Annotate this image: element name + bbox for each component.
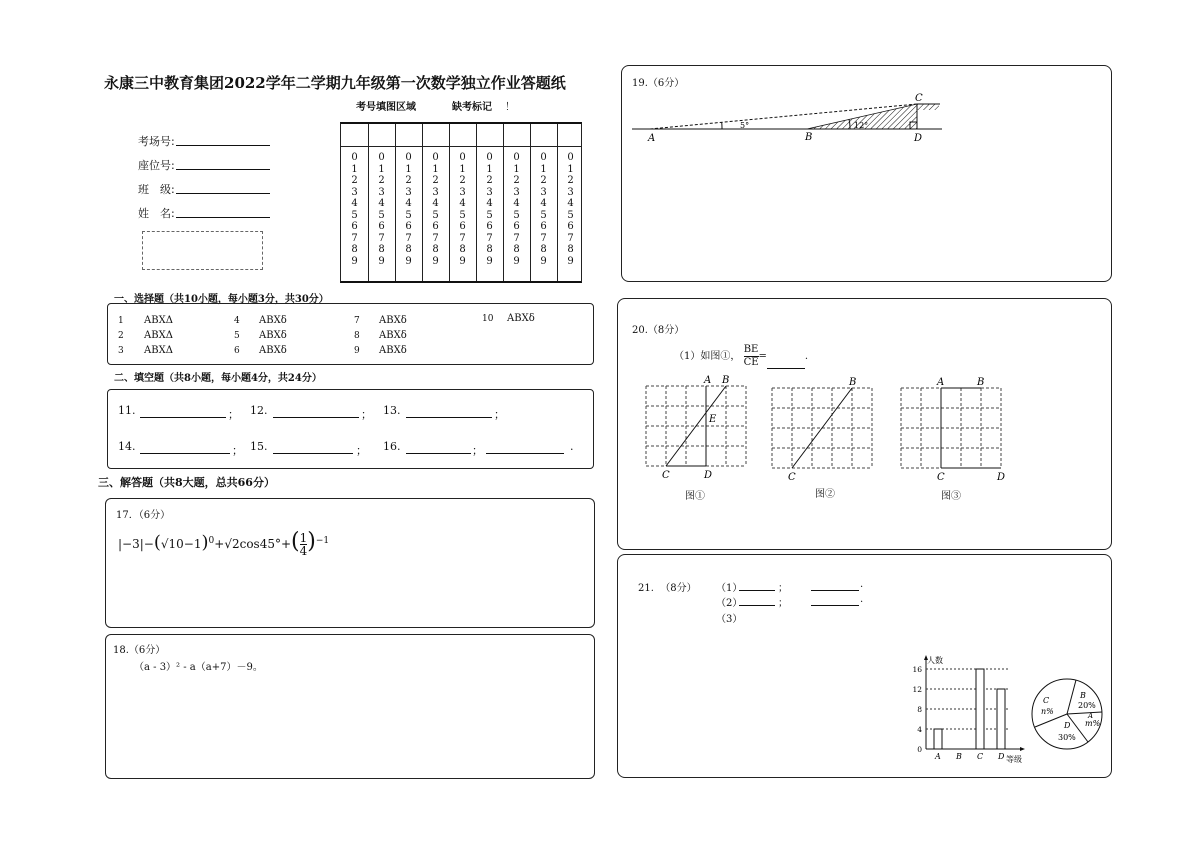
- exam-digit[interactable]: 1: [567, 163, 574, 175]
- exam-digit[interactable]: 6: [486, 221, 493, 232]
- bar: [934, 729, 942, 749]
- exam-digit[interactable]: 6: [378, 221, 385, 232]
- separator: ；: [778, 598, 788, 609]
- exam-digit[interactable]: 2: [405, 175, 412, 186]
- fig3-a-label: A: [937, 377, 945, 388]
- q15-label: 15.: [250, 440, 268, 453]
- exam-digit[interactable]: 5: [540, 209, 547, 221]
- q15-answer[interactable]: [273, 442, 353, 454]
- exam-number-column[interactable]: [530, 152, 557, 267]
- exam-digit[interactable]: 5: [513, 209, 520, 221]
- mc-options[interactable]: ABXδ: [259, 345, 287, 356]
- mc-options[interactable]: ABXδ: [507, 313, 535, 324]
- exam-digit[interactable]: 2: [432, 175, 439, 186]
- exam-digit[interactable]: 9: [513, 255, 520, 267]
- q16-answer-1[interactable]: [406, 442, 471, 454]
- pie-b-pct: 20%: [1078, 701, 1096, 710]
- pie-d-pct: 30%: [1058, 733, 1076, 742]
- exam-digit[interactable]: 3: [540, 186, 547, 198]
- q20-figures: [618, 374, 1113, 504]
- point-a-label: A: [648, 133, 656, 144]
- mc-options[interactable]: ABXΔ: [144, 330, 173, 341]
- exam-number-column[interactable]: [395, 152, 422, 267]
- exam-digit[interactable]: 8: [540, 244, 547, 255]
- absent-mark-label: 缺考标记: [452, 102, 492, 113]
- point-c-label: C: [915, 93, 923, 104]
- exam-digit[interactable]: 0: [378, 152, 385, 163]
- exam-digit[interactable]: 6: [432, 221, 439, 232]
- q21-part2-answer-2[interactable]: [811, 596, 859, 606]
- angle-b-label: 12°: [854, 121, 869, 130]
- fig1-e-label: E: [709, 414, 717, 425]
- mc-question-number: 6: [234, 346, 240, 356]
- exam-digit[interactable]: 1: [351, 163, 358, 175]
- q21-part2-label: （2）: [716, 598, 743, 609]
- q21-part2-answer-1[interactable]: [739, 596, 775, 606]
- separator: ；: [361, 408, 372, 421]
- page-title: 永康三中教育集团2022学年二学期九年级第一次数学独立作业答题纸: [104, 74, 566, 92]
- x-tick-label: A: [935, 752, 941, 761]
- exam-digit[interactable]: 6: [513, 221, 520, 232]
- bar-chart: [898, 651, 1033, 767]
- exam-digit[interactable]: 5: [351, 209, 358, 221]
- q18-expression: （a - 3）² - a（a+7）－9。: [134, 662, 263, 673]
- mc-question-number: 2: [118, 331, 124, 341]
- exam-digit[interactable]: 8: [405, 244, 412, 255]
- mc-options[interactable]: ABXΔ: [144, 345, 173, 356]
- exam-digit[interactable]: 1: [432, 163, 439, 175]
- exam-digit[interactable]: 9: [459, 255, 466, 267]
- fig2-c-label: C: [788, 472, 796, 483]
- exam-digit[interactable]: 8: [486, 244, 493, 255]
- y-tick-label: 0: [917, 745, 922, 754]
- exam-digit[interactable]: 5: [459, 209, 466, 221]
- mc-options[interactable]: ABXδ: [259, 315, 287, 326]
- exam-digit[interactable]: 1: [459, 163, 466, 175]
- mc-options[interactable]: ABXδ: [259, 330, 287, 341]
- q13-answer[interactable]: [406, 406, 492, 418]
- exam-digit[interactable]: 7: [513, 232, 520, 244]
- q17-box[interactable]: [105, 498, 595, 628]
- exam-digit[interactable]: 3: [432, 186, 439, 198]
- exam-number-column[interactable]: [341, 152, 368, 267]
- y-tick-label: 12: [912, 685, 922, 694]
- pie-d-label: D: [1064, 721, 1071, 730]
- separator: ；: [232, 444, 243, 457]
- mc-options[interactable]: ABXΔ: [144, 315, 173, 326]
- exam-digit[interactable]: 0: [540, 152, 547, 163]
- q17-expression: $|-3|-(√10-1)^0+√2\cos 45^\circ+$( $\frac{1}{4}$ )$^{-1}$: [118, 529, 330, 558]
- separator: ；: [356, 444, 367, 457]
- q16-answer-2[interactable]: [486, 442, 564, 454]
- exam-digit[interactable]: 3: [513, 186, 520, 198]
- y-tick-label: 16: [912, 665, 922, 674]
- mc-question-number: 4: [234, 316, 240, 326]
- q17-label: 17．（6分）: [116, 510, 171, 521]
- exam-digit[interactable]: 4: [351, 198, 358, 209]
- separator: ；: [494, 408, 505, 421]
- bar: [997, 689, 1005, 749]
- exam-digit[interactable]: 4: [567, 198, 574, 209]
- exam-digit[interactable]: 1: [405, 163, 412, 175]
- section2-header: 二、填空题（共8小题，每小题4分，共24分）: [114, 373, 322, 384]
- q19-figure: [622, 66, 1113, 156]
- exam-digit[interactable]: 3: [486, 186, 493, 198]
- fig2-b-label: B: [849, 377, 857, 388]
- barcode-area: [142, 231, 263, 270]
- exam-number-column[interactable]: [422, 152, 449, 267]
- exam-number-column[interactable]: [557, 152, 584, 267]
- fig1-c-label: C: [662, 470, 670, 481]
- class-field[interactable]: [176, 182, 270, 194]
- exam-digit[interactable]: 4: [432, 198, 439, 209]
- name-field[interactable]: [176, 206, 270, 218]
- exam-digit[interactable]: 6: [351, 221, 358, 232]
- exam-digit[interactable]: 7: [351, 232, 358, 244]
- exam-digit[interactable]: 9: [405, 255, 412, 267]
- mc-options[interactable]: ABXδ: [379, 345, 407, 356]
- exam-digit[interactable]: 3: [351, 186, 358, 198]
- exam-digit[interactable]: 2: [378, 175, 385, 186]
- exam-digit[interactable]: 4: [405, 198, 412, 209]
- section1-header: 一、选择题（共10小题，每小题3分，共30分）: [114, 294, 329, 305]
- mc-question-number: 5: [234, 331, 240, 341]
- mc-question-number: 8: [354, 331, 360, 341]
- exam-digit[interactable]: 0: [432, 152, 439, 163]
- fig3-d-label: D: [997, 472, 1006, 483]
- pie-c-label: C: [1043, 696, 1050, 705]
- exam-digit[interactable]: 6: [540, 221, 547, 232]
- exam-digit[interactable]: 7: [567, 232, 574, 244]
- q12-label: 12.: [250, 404, 268, 417]
- mc-question-number: 10: [482, 314, 494, 324]
- exam-digit[interactable]: 1: [378, 163, 385, 175]
- exam-digit[interactable]: 2: [486, 175, 493, 186]
- x-tick-label: D: [998, 752, 1005, 761]
- pie-b-label: B: [1080, 691, 1086, 700]
- q21-part1-answer-2[interactable]: [811, 581, 859, 591]
- exam-digit[interactable]: 1: [513, 163, 520, 175]
- exam-digit[interactable]: 4: [540, 198, 547, 209]
- pie-chart: [1030, 677, 1105, 752]
- exam-digit[interactable]: 0: [567, 152, 574, 163]
- pie-n-label: n%: [1041, 707, 1054, 716]
- q21-part1-answer-1[interactable]: [739, 581, 775, 591]
- end-period: .: [570, 440, 574, 453]
- exam-digit[interactable]: 4: [459, 198, 466, 209]
- mc-options[interactable]: ABXδ: [379, 315, 407, 326]
- exam-digit[interactable]: 8: [378, 244, 385, 255]
- bar: [976, 669, 984, 749]
- fig1-caption: 图①: [685, 491, 705, 502]
- seat-field[interactable]: [176, 158, 270, 170]
- exam-digit[interactable]: 5: [405, 209, 412, 221]
- mc-question-number: 7: [354, 316, 360, 326]
- fill-blank-box: [107, 389, 594, 469]
- point-d-label: D: [914, 133, 923, 144]
- mc-question-number: 1: [118, 316, 124, 326]
- exam-digit[interactable]: 9: [540, 255, 547, 267]
- name-label: 姓 名:: [138, 207, 175, 220]
- exam-number-grid[interactable]: [340, 122, 582, 283]
- q16-label: 16.: [383, 440, 401, 453]
- fig3-caption: 图③: [941, 491, 961, 502]
- fig1-d-label: D: [704, 470, 713, 481]
- exam-digit[interactable]: 8: [459, 244, 466, 255]
- fig1-a-label: A: [704, 375, 712, 386]
- exam-digit[interactable]: 4: [513, 198, 520, 209]
- q20-box[interactable]: [617, 298, 1112, 550]
- q20-label: 20.（8分）: [632, 325, 685, 336]
- exam-digit[interactable]: 4: [378, 198, 385, 209]
- exam-number-column[interactable]: [476, 152, 503, 267]
- exam-digit[interactable]: 8: [567, 244, 574, 255]
- exam-digit[interactable]: 5: [378, 209, 385, 221]
- q12-answer[interactable]: [273, 406, 359, 418]
- seat-label: 座位号:: [138, 159, 175, 172]
- exam-digit[interactable]: 8: [513, 244, 520, 255]
- angle-a-label: 5°: [740, 121, 750, 130]
- bar-chart-ylabel: 人数: [927, 656, 943, 665]
- q20-part1: （1）如图①， $\frac{BE}{CE}$ = .: [674, 344, 809, 368]
- exam-digit[interactable]: 3: [378, 186, 385, 198]
- q21-label: 21. （8分）: [638, 583, 697, 594]
- fig2-caption: 图②: [815, 489, 835, 500]
- pie-m-label: m%: [1085, 719, 1101, 728]
- exam-digit[interactable]: 7: [432, 232, 439, 244]
- fig3-b-label: B: [977, 377, 985, 388]
- q21-part1-label: （1）: [716, 583, 743, 594]
- q20-answer[interactable]: [767, 359, 805, 369]
- end-period: .: [860, 579, 864, 590]
- exam-digit[interactable]: 5: [486, 209, 493, 221]
- mc-question-number: 3: [118, 346, 124, 356]
- exam-digit[interactable]: 2: [351, 175, 358, 186]
- exam-number-column[interactable]: [368, 152, 395, 267]
- q13-label: 13.: [383, 404, 401, 417]
- q11-label: 11.: [118, 404, 136, 417]
- x-tick-label: C: [977, 752, 984, 761]
- q19-box[interactable]: [621, 65, 1112, 282]
- exam-digit[interactable]: 8: [432, 244, 439, 255]
- class-label: 班 级:: [138, 183, 175, 196]
- exam-digit[interactable]: 1: [486, 163, 493, 175]
- q21-box[interactable]: [617, 554, 1112, 778]
- exam-digit[interactable]: 7: [459, 232, 466, 244]
- exam-digit[interactable]: 9: [378, 255, 385, 267]
- exam-digit[interactable]: 7: [378, 232, 385, 244]
- fig3-c-label: C: [937, 472, 945, 483]
- exam-digit[interactable]: 3: [405, 186, 412, 198]
- exam-digit[interactable]: 6: [567, 221, 574, 232]
- exam-digit[interactable]: 6: [459, 221, 466, 232]
- pie-a-label: A: [1088, 712, 1094, 720]
- exam-digit[interactable]: 2: [567, 175, 574, 186]
- exam-digit[interactable]: 7: [486, 232, 493, 244]
- q14-answer[interactable]: [140, 442, 230, 454]
- section3-header: 三、解答题（共8大题，总共66分）: [98, 476, 275, 489]
- exam-digit[interactable]: 2: [540, 175, 547, 186]
- fig1-b-label: B: [722, 375, 730, 386]
- exam-room-field[interactable]: [176, 134, 270, 146]
- exam-digit[interactable]: 8: [351, 244, 358, 255]
- exam-digit[interactable]: 2: [513, 175, 520, 186]
- exam-digit[interactable]: 6: [405, 221, 412, 232]
- exam-digit[interactable]: 3: [567, 186, 574, 198]
- exam-digit[interactable]: 9: [432, 255, 439, 267]
- q21-part3-label: （3）: [716, 614, 743, 625]
- x-axis-arrow: [1020, 747, 1025, 751]
- multiple-choice-box: [107, 303, 594, 365]
- exam-digit[interactable]: 5: [567, 209, 574, 221]
- y-tick-label: 4: [917, 725, 922, 734]
- exam-digit[interactable]: 0: [405, 152, 412, 163]
- exam-number-column[interactable]: [449, 152, 476, 267]
- end-period: .: [860, 594, 864, 605]
- mc-question-number: 9: [354, 346, 360, 356]
- bar-chart-xlabel: 等级: [1006, 755, 1022, 764]
- point-b-label: B: [805, 132, 813, 143]
- exam-digit[interactable]: 4: [486, 198, 493, 209]
- x-tick-label: B: [956, 752, 962, 761]
- separator: ；: [228, 408, 239, 421]
- exam-digit[interactable]: 9: [351, 255, 358, 267]
- exam-digit[interactable]: 0: [459, 152, 466, 163]
- exam-room-label: 考场号:: [138, 135, 175, 148]
- exam-number-area-label: 考号填图区域: [356, 102, 416, 113]
- exam-digit[interactable]: 9: [567, 255, 574, 267]
- exam-digit[interactable]: 1: [540, 163, 547, 175]
- exam-digit[interactable]: 3: [459, 186, 466, 198]
- exam-digit[interactable]: 5: [432, 209, 439, 221]
- absent-mark-symbol: ！: [505, 102, 515, 113]
- q18-label: 18.（6分）: [113, 645, 166, 656]
- q11-answer[interactable]: [140, 406, 226, 418]
- exam-digit[interactable]: 7: [405, 232, 412, 244]
- mc-options[interactable]: ABXδ: [379, 330, 407, 341]
- q14-label: 14.: [118, 440, 136, 453]
- exam-number-column[interactable]: [503, 152, 530, 267]
- separator: ；: [778, 583, 788, 594]
- q19-label: 19.（6分）: [632, 78, 685, 89]
- y-tick-label: 8: [917, 705, 922, 714]
- exam-digit[interactable]: 0: [513, 152, 520, 163]
- exam-digit[interactable]: 2: [459, 175, 466, 186]
- q18-box[interactable]: [105, 634, 595, 779]
- separator: ；: [472, 444, 483, 457]
- exam-digit[interactable]: 0: [351, 152, 358, 163]
- exam-digit[interactable]: 7: [540, 232, 547, 244]
- exam-digit[interactable]: 9: [486, 255, 493, 267]
- exam-digit[interactable]: 0: [486, 152, 493, 163]
